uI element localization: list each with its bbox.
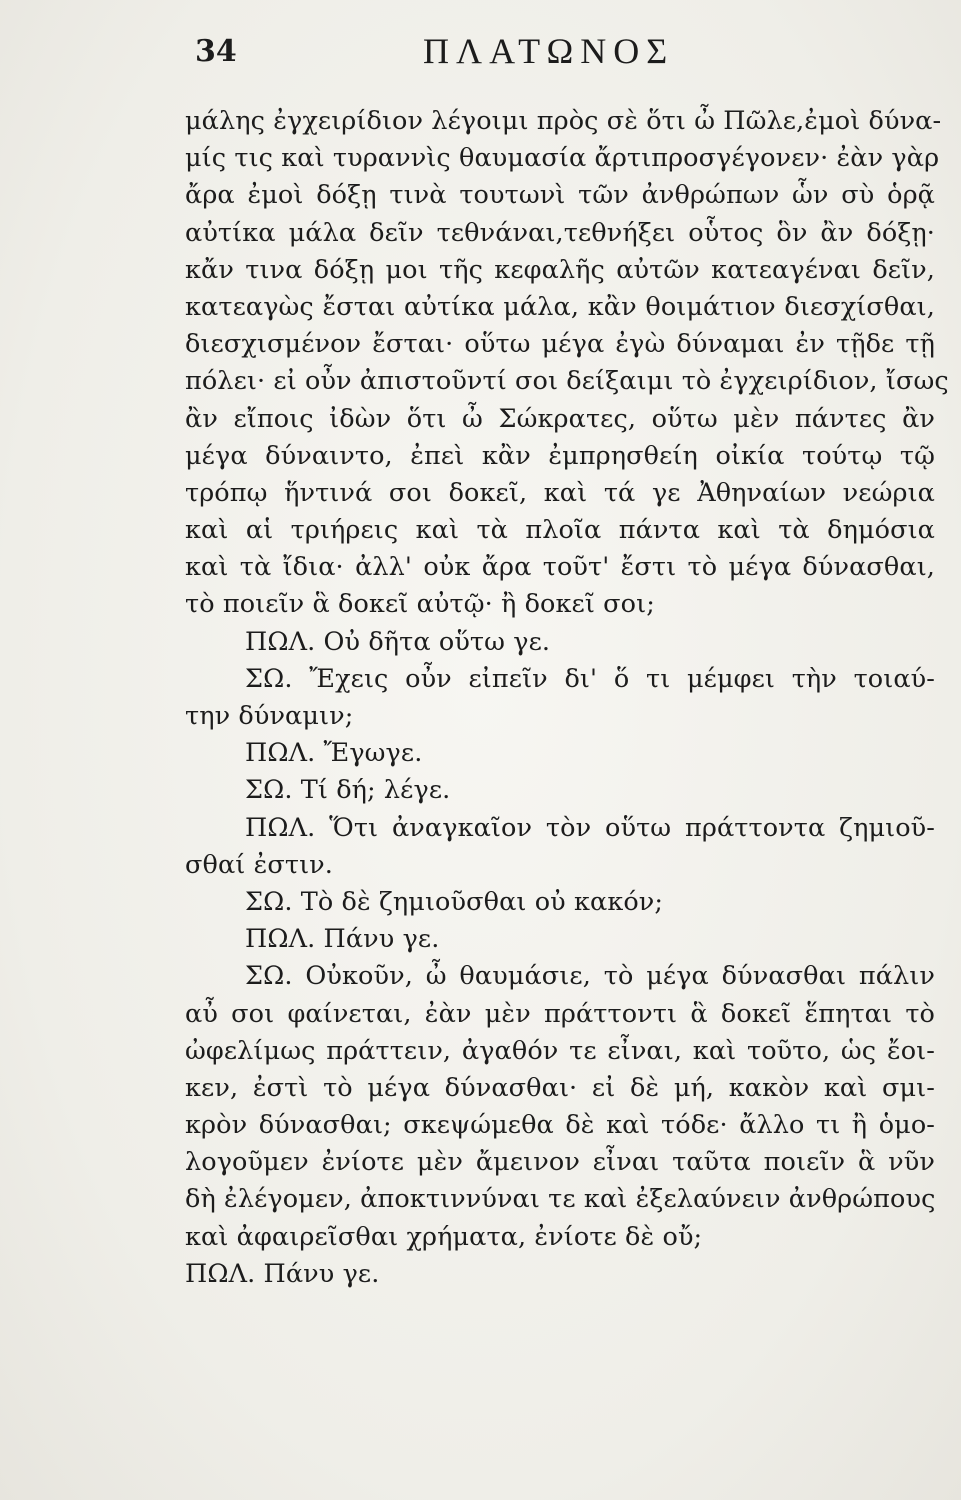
text-line: δὴ ἐλέγομεν, ἀποκτιννύναι τε καὶ ἐξελαύνειν ἀνθρώπους [185,1184,936,1215]
text-line: ΠΩΛ. Πάνυ γε. [185,1258,380,1289]
text-line: ΣΩ. Τί δή; λέγε. [245,775,451,806]
text-line: μέγα δύναιντο, ἐπεὶ κἂν ἐμπρησθείη οἰκία τούτῳ τῷ [185,440,935,471]
text-line: κεν, ἐστὶ τὸ μέγα δύνασθαι· εἰ δὲ μή, κακὸν καὶ σμι- [185,1072,935,1103]
text-line: καὶ αἱ τριήρεις καὶ τὰ πλοῖα πάντα καὶ τὰ δημόσια [185,515,935,546]
text-line: κατεαγὼς ἔσται αὐτίκα μάλα, κἂν θοιμάτιον διεσχίσθαι, [185,291,935,322]
text-line: ΣΩ. Ἔχεις οὖν εἰπεῖν δι' ὅ τι μέμφει τὴν τοιαύ- [245,663,935,694]
text-line: κἄν τινα δόξῃ μοι τῆς κεφαλῆς αὐτῶν κατεαγέναι δεῖν, [185,254,935,285]
text-line: ὠφελίμως πράττειν, ἀγαθόν τε εἶναι, καὶ τοῦτο, ὡς ἔοι- [185,1035,935,1066]
text-line: μίς τις καὶ τυραννὶς θαυμασία ἄρτιπροσγέγονεν· ἐὰν γὰρ [185,143,940,174]
text-line: ΠΩΛ. Οὐ δῆτα οὕτω γε. [245,626,551,657]
text-line: τρόπῳ ἥντινά σοι δοκεῖ, καὶ τά γε Ἀθηναίων νεώρια [185,477,935,508]
running-title: ΠΛΑΤΩΝΟΣ [423,31,675,71]
text-line: λογοῦμεν ἐνίοτε μὲν ἄμεινον εἶναι ταῦτα ποιεῖν ἃ νῦν [185,1147,935,1178]
text-line: ΣΩ. Τὸ δὲ ζημιοῦσθαι οὐ κακόν; [245,886,664,917]
text-line: ἄρα ἐμοὶ δόξῃ τινὰ τουτωνὶ τῶν ἀνθρώπων ὧν σὺ ὁρᾷ [185,180,935,211]
text-line: ΠΩΛ. Πάνυ γε. [245,924,440,955]
text-line: ΠΩΛ. Ὅτι ἀναγκαῖον τὸν οὕτω πράττοντα ζημιοῦ- [245,812,935,843]
text-line: ΣΩ. Οὐκοῦν, ὦ θαυμάσιε, τὸ μέγα δύνασθαι πάλιν [245,961,935,992]
text-line: ἂν εἴποις ἰδὼν ὅτι ὦ Σώκρατες, οὕτω μὲν πάντες ἂν [185,403,935,434]
text-line: μάλης ἐγχειρίδιον λέγοιμι πρὸς σὲ ὅτι ὦ Πῶλε,ἐμοὶ δύνα- [185,106,942,136]
text-line: σθαί ἐστιν. [185,849,333,880]
text-line: διεσχισμένον ἔσται· οὕτω μέγα ἐγὼ δύναμαι ἐν τῇδε τῇ [185,329,935,360]
text-line: ΠΩΛ. Ἔγωγε. [245,738,423,769]
text-body [185,103,949,1293]
text-line: καὶ ἀφαιρεῖσθαι χρήματα, ἐνίοτε δὲ οὔ; [185,1221,703,1252]
text-line: αὐτίκα μάλα δεῖν τεθνάναι,τεθνήξει οὗτος ὃν ἂν δόξῃ· [185,217,935,248]
page-number: 34 [195,34,237,69]
text-line: πόλει· εἰ οὖν ἀπιστοῦντί σοι δείξαιμι τὸ ἐγχειρίδιον, ἴσως [185,366,949,397]
text-line: τὸ ποιεῖν ἃ δοκεῖ αὐτῷ· ἢ δοκεῖ σοι; [185,589,655,620]
text-line: αὖ σοι φαίνεται, ἐὰν μὲν πράττοντι ἃ δοκεῖ ἕπηται τὸ [185,998,935,1029]
text-line: κρὸν δύνασθαι; σκεψώμεθα δὲ καὶ τόδε· ἄλλο τι ἢ ὁμο- [185,1110,935,1141]
text-line: την δύναμιν; [185,701,354,731]
page-header [195,30,795,86]
text-line: καὶ τὰ ἴδια· ἀλλ' οὐκ ἄρα τοῦτ' ἔστι τὸ μέγα δύνασθαι, [185,552,935,583]
